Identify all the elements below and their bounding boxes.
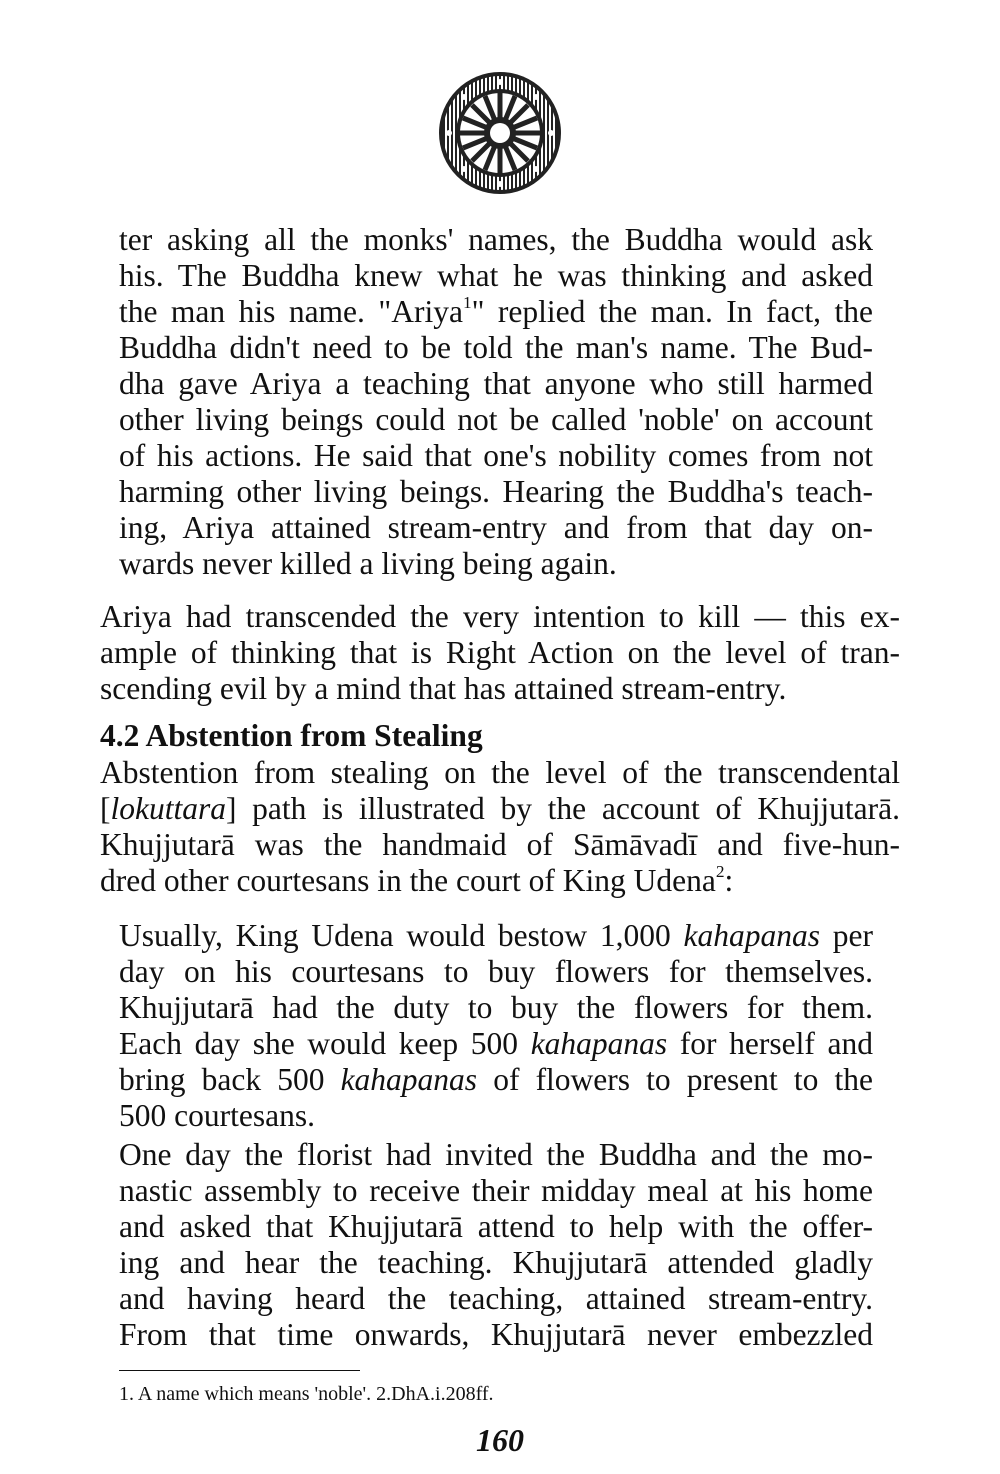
text-line: From that time onwards, Khujjutarā never embezzled [119,1317,873,1352]
text-line: and having heard the teaching, attained stream-entry. [119,1281,873,1316]
text-line: ing and hear the teaching. Khujjutarā attended gladly [119,1245,873,1280]
footnote-mark: 1 [462,293,472,313]
text-line: Khujjutarā had the duty to buy the flowers for them. [119,990,873,1025]
page-number: 160 [476,1422,524,1458]
text-line [100,863,900,899]
text-line: Khujjutarā was the handmaid of Sāmāvadī and five-hun- [100,827,900,862]
text-span: ] path is illustrated by the account of Khujjutarā. [226,791,900,826]
paragraph-abstention [100,755,900,899]
paragraph-right-action [100,599,900,707]
text-line: One day the florist had invited the Buddha and the mo- [119,1137,873,1172]
text-line: ing, Ariya attained stream-entry and from that day on- [119,510,873,545]
text-line [119,1026,873,1062]
pali-term: kahapanas [530,1026,668,1061]
text-span: Usually, King Udena would bestow 1,000 [119,918,684,953]
text-line: and asked that Khujjutarā attend to help with the offer- [119,1209,873,1244]
paragraph-kahapanas [119,918,873,1134]
text-line [119,294,873,330]
text-line: scending evil by a mind that has attained stream-entry. [100,671,787,706]
text-line: nastic assembly to receive their midday meal at his home [119,1173,873,1208]
text-line: Buddha didn't need to be told the man's name. The Bud- [119,330,873,365]
text-line: Ariya had transcended the very intention to kill — this ex- [100,599,900,634]
pali-term: kahapanas [340,1062,478,1097]
text-line: day on his courtesans to buy flowers for themselves. [119,954,873,989]
section-heading: 4.2 Abstention from Stealing [100,718,483,753]
text-line [119,1062,873,1098]
text-line: Abstention from stealing on the level of the transcendental [100,755,900,790]
text-line: his. The Buddha knew what he was thinking and asked [119,258,873,293]
text-span: per [820,918,873,953]
text-span: bring back 500 [119,1062,341,1097]
text-span: : [724,863,734,898]
text-span: " replied the man. In fact, the [471,294,873,329]
footnote-divider [119,1370,360,1371]
text-line: other living beings could not be called 'noble' on account [119,402,873,437]
text-line: 500 courtesans. [119,1098,315,1133]
dharma-wheel-icon [435,68,565,198]
text-line: dha gave Ariya a teaching that anyone who still harmed [119,366,873,401]
text-line: ter asking all the monks' names, the Buddha would ask [119,222,873,257]
text-line: wards never killed a living being again. [119,546,617,581]
text-line [119,918,873,954]
footnote-mark: 2 [715,862,725,882]
pali-term: lokuttara [110,791,226,826]
pali-term: kahapanas [683,918,820,953]
text-line: ample of thinking that is Right Action on the level of tran- [100,635,900,670]
footnotes: 1. A name which means 'noble'. 2.DhA.i.208ff. [119,1383,494,1405]
text-line [100,791,900,827]
text-span: for herself and [667,1026,873,1061]
text-line: harming other living beings. Hearing the Buddha's teach- [119,474,873,509]
paragraph-florist [119,1137,873,1353]
paragraph-ariya-story [119,222,873,582]
text-span: of flowers to present to the [477,1062,873,1097]
text-span: the man his name. "Ariya [119,294,463,329]
text-span: dred other courtesans in the court of King Udena [100,863,716,898]
text-span: Each day she would keep 500 [119,1026,531,1061]
text-line: of his actions. He said that one's nobility comes from not [119,438,873,473]
text-span: [ [100,791,111,826]
